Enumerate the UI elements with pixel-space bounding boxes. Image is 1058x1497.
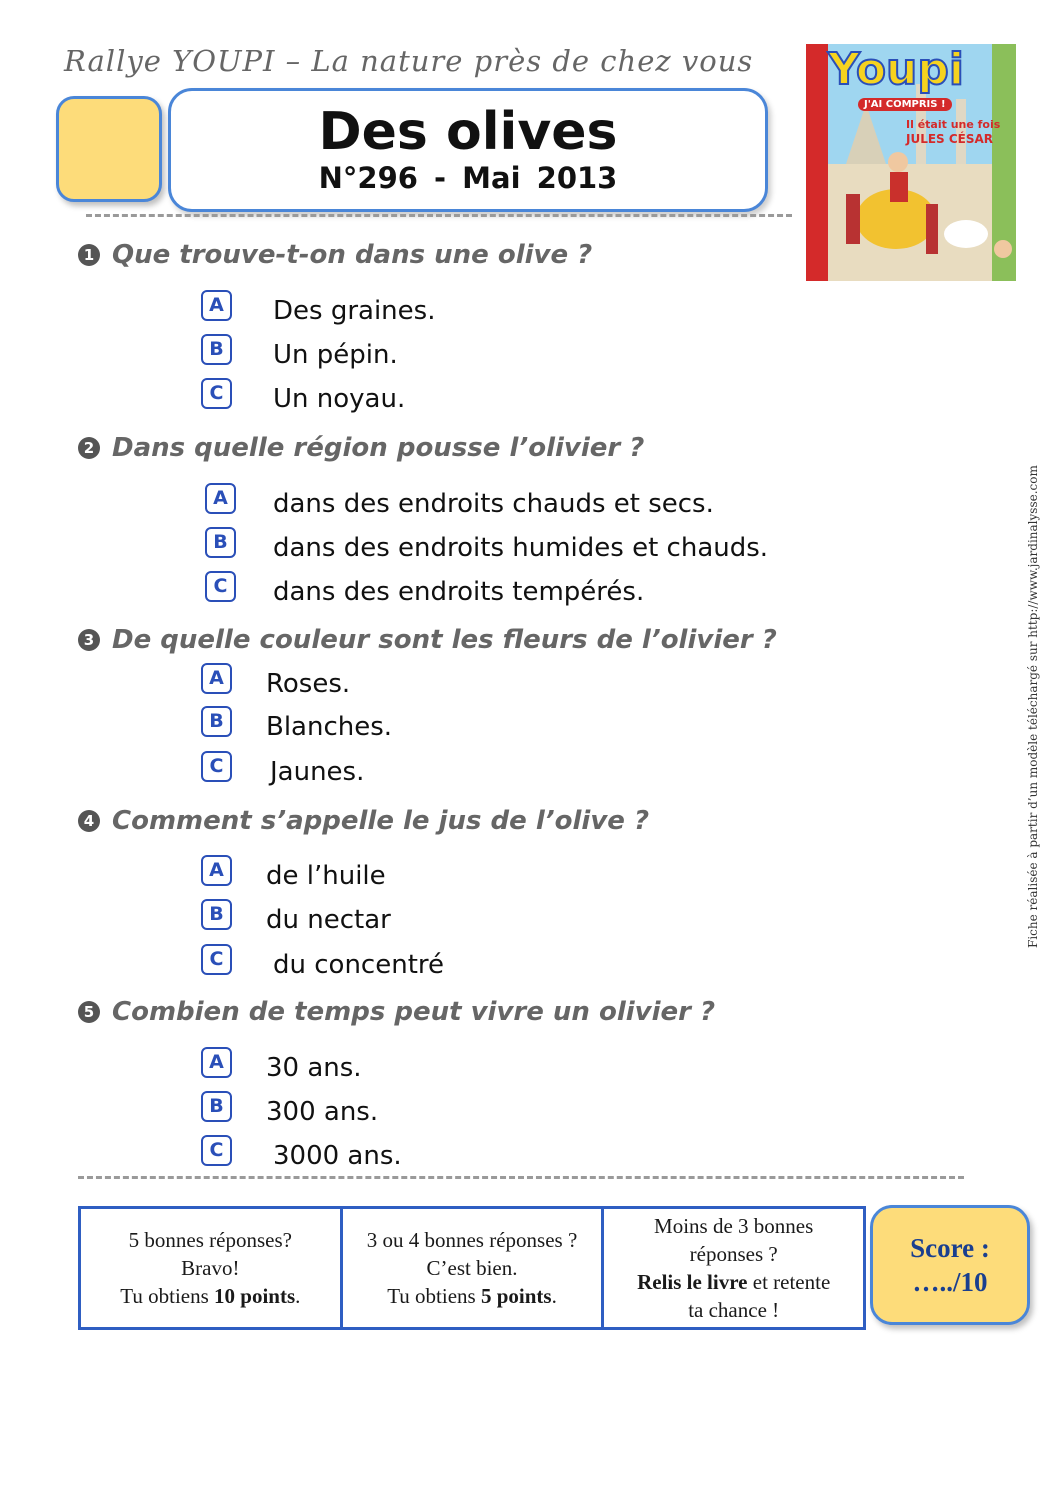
points-label: 5 points	[480, 1284, 552, 1308]
cell-line: et retente	[747, 1270, 831, 1294]
cell-line: Tu obtiens	[120, 1284, 215, 1308]
answer-square	[56, 96, 162, 202]
option-badge[interactable]: C	[201, 944, 232, 975]
option-badge[interactable]: B	[201, 706, 232, 737]
cell-line: 5 bonnes réponses?	[128, 1228, 292, 1252]
cell-line: Tu obtiens	[387, 1284, 481, 1308]
option-text: 30 ans.	[266, 1053, 362, 1083]
option-text: de l’huile	[266, 861, 386, 891]
page-title: Des olives	[318, 102, 618, 162]
points-label: 10 points	[214, 1284, 296, 1308]
option-badge[interactable]: B	[201, 334, 232, 365]
rally-title: Rallye YOUPI – La nature près de chez vous	[64, 44, 754, 78]
question-number: 3	[78, 629, 100, 651]
results-cell-10	[81, 1209, 343, 1327]
cell-line: C’est bien.	[426, 1256, 518, 1280]
question-number: 5	[78, 1001, 100, 1023]
option-badge[interactable]: B	[201, 899, 232, 930]
cell-suffix: .	[295, 1284, 301, 1308]
results-cell-5	[343, 1209, 605, 1327]
option-badge[interactable]: B	[205, 527, 236, 558]
cell-line: ta chance !	[688, 1298, 780, 1322]
score-label: Score :	[910, 1233, 990, 1263]
score-box	[870, 1205, 1030, 1325]
title-box	[168, 88, 768, 212]
option-badge[interactable]: B	[201, 1091, 232, 1122]
reread-label: Relis le livre	[637, 1270, 748, 1294]
option-badge[interactable]: C	[205, 571, 236, 602]
question-text: Combien de temps peut vivre un olivier ?	[112, 997, 716, 1027]
cell-line: Moins de 3 bonnes	[654, 1214, 814, 1238]
option-badge[interactable]: C	[201, 1135, 232, 1166]
bottom-divider	[78, 1176, 964, 1179]
question-5	[78, 997, 715, 1027]
question-3	[78, 625, 777, 655]
magazine-name: Youpi	[828, 44, 964, 95]
option-badge[interactable]: A	[201, 663, 232, 694]
question-text: Comment s’appelle le jus de l’olive ?	[112, 806, 650, 836]
option-badge[interactable]: C	[201, 751, 232, 782]
cell-line: Bravo!	[181, 1256, 240, 1280]
question-text: De quelle couleur sont les fleurs de l’olivier ?	[112, 625, 777, 655]
question-1	[78, 240, 592, 270]
magazine-cover	[806, 44, 1016, 281]
results-table	[78, 1206, 866, 1330]
option-text: 3000 ans.	[273, 1141, 402, 1171]
cell-line: 3 ou 4 bonnes réponses ?	[366, 1228, 578, 1252]
results-cell-retry	[604, 1209, 863, 1327]
option-text: Roses.	[266, 669, 351, 699]
question-number: 1	[78, 244, 100, 266]
option-text: dans des endroits tempérés.	[273, 577, 645, 607]
option-text: Un pépin.	[273, 340, 398, 370]
cell-line: réponses ?	[689, 1242, 778, 1266]
score-value[interactable]: …../10	[912, 1267, 988, 1297]
option-badge[interactable]: A	[201, 855, 232, 886]
option-badge[interactable]: C	[201, 378, 232, 409]
cover-headline-1: Il était une fois	[906, 118, 1001, 131]
top-divider	[86, 214, 792, 217]
option-badge[interactable]: A	[201, 1047, 232, 1078]
option-text: Blanches.	[266, 712, 393, 742]
option-text: 300 ans.	[266, 1097, 379, 1127]
issue-label: N°296 - Mai 2013	[318, 161, 618, 195]
option-text: dans des endroits chauds et secs.	[273, 489, 714, 519]
side-note: Fiche réalisée à partir d’un modèle téléchargé sur http://www.jardinalysse.com	[1026, 465, 1040, 948]
option-text: Un noyau.	[273, 384, 406, 414]
cover-headline-2: JULES CÉSAR	[906, 132, 994, 146]
question-number: 2	[78, 437, 100, 459]
question-4	[78, 806, 649, 836]
option-badge[interactable]: A	[205, 483, 236, 514]
option-text: du concentré	[273, 950, 445, 980]
option-text: Des graines.	[273, 296, 436, 326]
cell-suffix: .	[551, 1284, 557, 1308]
question-number: 4	[78, 810, 100, 832]
option-text: du nectar	[266, 905, 391, 935]
option-badge[interactable]: A	[201, 290, 232, 321]
question-2	[78, 433, 644, 463]
question-text: Que trouve-t-on dans une olive ?	[112, 240, 593, 270]
question-text: Dans quelle région pousse l’olivier ?	[112, 433, 645, 463]
magazine-tagline: J'AI COMPRIS !	[858, 98, 952, 111]
option-text: Jaunes.	[270, 757, 365, 787]
option-text: dans des endroits humides et chauds.	[273, 533, 769, 563]
